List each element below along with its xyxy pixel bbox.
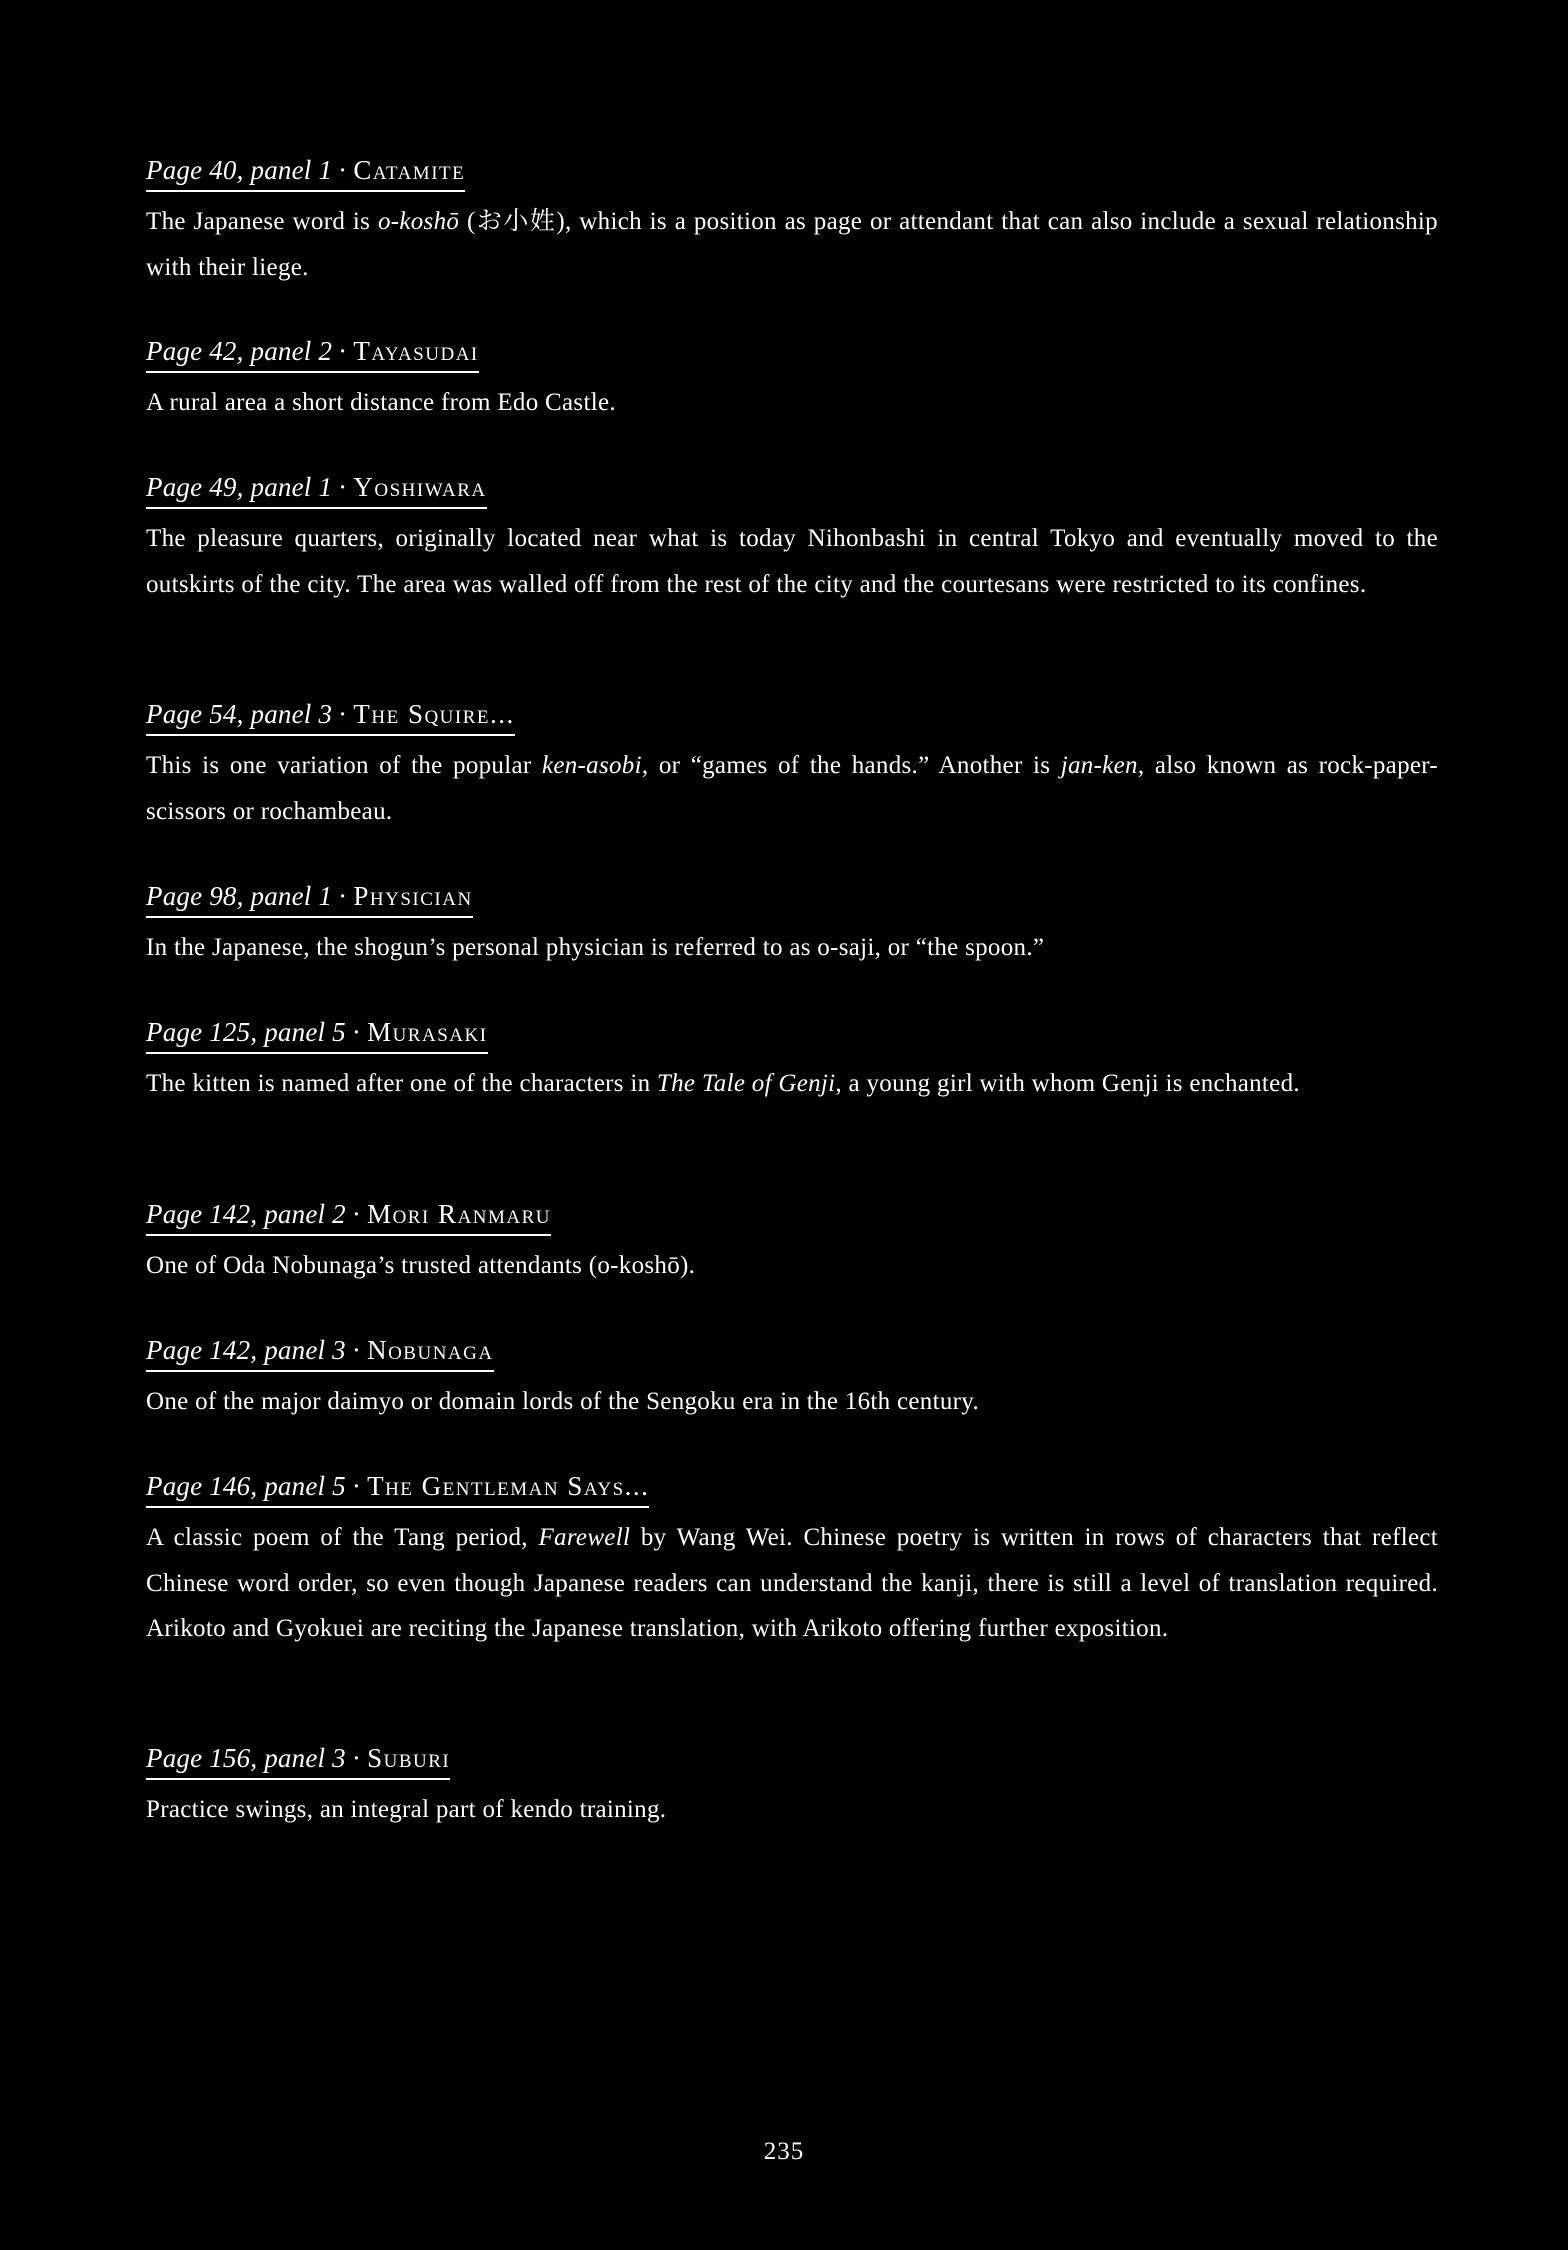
- note-page-ref: Page 42, panel 2: [146, 336, 333, 366]
- note-page-ref: Page 142, panel 3: [146, 1335, 346, 1365]
- note-heading: [146, 1014, 488, 1054]
- note-page-ref: Page 142, panel 2: [146, 1199, 346, 1229]
- note-catamite: [146, 152, 1438, 290]
- note-term: Mori Ranmaru: [367, 1199, 552, 1229]
- note-body: [146, 1787, 666, 1833]
- separator-dot: ·: [351, 1017, 362, 1047]
- note-term: Tayasudai: [353, 336, 479, 366]
- note-page-ref: Page 40, panel 1: [146, 155, 333, 185]
- note-body: [146, 1243, 695, 1289]
- note-page-ref: Page 146, panel 5: [146, 1471, 346, 1501]
- note-term: Suburi: [367, 1743, 451, 1773]
- note-page-ref: Page 54, panel 3: [146, 699, 333, 729]
- note-body: [146, 1379, 979, 1425]
- separator-dot: ·: [338, 155, 348, 185]
- note-heading: [146, 469, 487, 509]
- note-text: , a young girl with whom Genji is enchanted.: [835, 1070, 1300, 1097]
- note-the-gentleman-says: [146, 1468, 1438, 1652]
- note-suburi: [146, 1740, 666, 1833]
- note-heading: [146, 1196, 551, 1236]
- note-heading: [146, 1468, 649, 1508]
- note-body: [146, 199, 1438, 290]
- note-mori-ranmaru: [146, 1196, 695, 1289]
- note-text: by Wang Wei. Chinese poetry is written in rows of characters that reflect Chinese word order, so even though Japanese readers can understand the kanji, there is still a level of translation required. Arikoto and Gyokuei are reciting the Japanese translation, with Arikoto offering further exposition.: [146, 1524, 1438, 1642]
- note-term: Physician: [353, 881, 473, 911]
- note-heading: [146, 1332, 494, 1372]
- note-italic-term: Farewell: [538, 1524, 631, 1551]
- note-term: Murasaki: [367, 1017, 488, 1047]
- note-text: , also known as rock-paper-scissors or rochambeau.: [146, 752, 1439, 825]
- note-term: The Gentleman Says...: [367, 1471, 650, 1501]
- note-physician: [146, 878, 1044, 971]
- note-text: , or “games of the hands.” Another is: [641, 752, 1061, 779]
- note-italic-term: o-koshō: [377, 208, 460, 235]
- separator-dot: ·: [351, 1743, 362, 1773]
- note-body: [146, 925, 1044, 971]
- note-text: Practice swings, an integral part of kendo training.: [146, 1796, 667, 1823]
- note-tayasudai: [146, 333, 616, 426]
- note-page-ref: Page 49, panel 1: [146, 472, 333, 502]
- separator-dot: ·: [338, 472, 348, 502]
- note-term: Nobunaga: [367, 1335, 494, 1365]
- note-murasaki: [146, 1014, 1300, 1107]
- note-text: A classic poem of the Tang period,: [146, 1524, 539, 1551]
- note-page-ref: Page 156, panel 3: [146, 1743, 346, 1773]
- note-italic-term: ken-asobi: [541, 752, 642, 779]
- note-heading: [146, 878, 473, 918]
- note-text: One of Oda Nobunaga’s trusted attendants (o-koshō).: [146, 1252, 696, 1279]
- note-term: The Squire...: [353, 699, 515, 729]
- note-italic-term: jan-ken: [1060, 752, 1138, 779]
- note-heading: [146, 152, 465, 192]
- note-page-ref: Page 98, panel 1: [146, 881, 333, 911]
- note-heading: [146, 1740, 450, 1780]
- note-body: [146, 380, 616, 426]
- note-text: The kitten is named after one of the characters in: [146, 1070, 657, 1097]
- note-heading: [146, 696, 515, 736]
- separator-dot: ·: [351, 1335, 362, 1365]
- note-body: [146, 1061, 1300, 1107]
- separator-dot: ·: [351, 1471, 362, 1501]
- separator-dot: ·: [338, 881, 348, 911]
- note-text: A rural area a short distance from Edo Castle.: [146, 389, 616, 416]
- note-text: In the Japanese, the shogun’s personal physician is referred to as o-saji, or “the spoon.”: [146, 934, 1045, 961]
- separator-dot: ·: [351, 1199, 362, 1229]
- note-italic-term: The Tale of Genji: [656, 1070, 836, 1097]
- note-text: The pleasure quarters, originally located near what is today Nihonbashi in central Tokyo and eventually moved to the outskirts of the city. The area was walled off from the rest of the city and the courtesans were restricted to its confines.: [146, 525, 1438, 598]
- page-number: 235: [763, 2138, 805, 2165]
- note-text: One of the major daimyo or domain lords of the Sengoku era in the 16th century.: [146, 1388, 979, 1415]
- note-body: [146, 743, 1438, 834]
- note-yoshiwara: [146, 469, 1438, 607]
- note-page-ref: Page 125, panel 5: [146, 1017, 346, 1047]
- note-text: The Japanese word is: [146, 208, 378, 235]
- note-text: This is one variation of the popular: [146, 752, 542, 779]
- note-term: Catamite: [353, 155, 466, 185]
- note-the-squire: [146, 696, 1438, 834]
- note-text: (お小姓), which is a position as page or attendant that can also include a sexual relationship with their liege.: [146, 208, 1438, 281]
- note-nobunaga: [146, 1332, 979, 1425]
- separator-dot: ·: [338, 699, 348, 729]
- note-body: [146, 516, 1438, 607]
- note-heading: [146, 333, 479, 373]
- note-term: Yoshiwara: [353, 472, 487, 502]
- separator-dot: ·: [338, 336, 348, 366]
- note-body: [146, 1515, 1438, 1652]
